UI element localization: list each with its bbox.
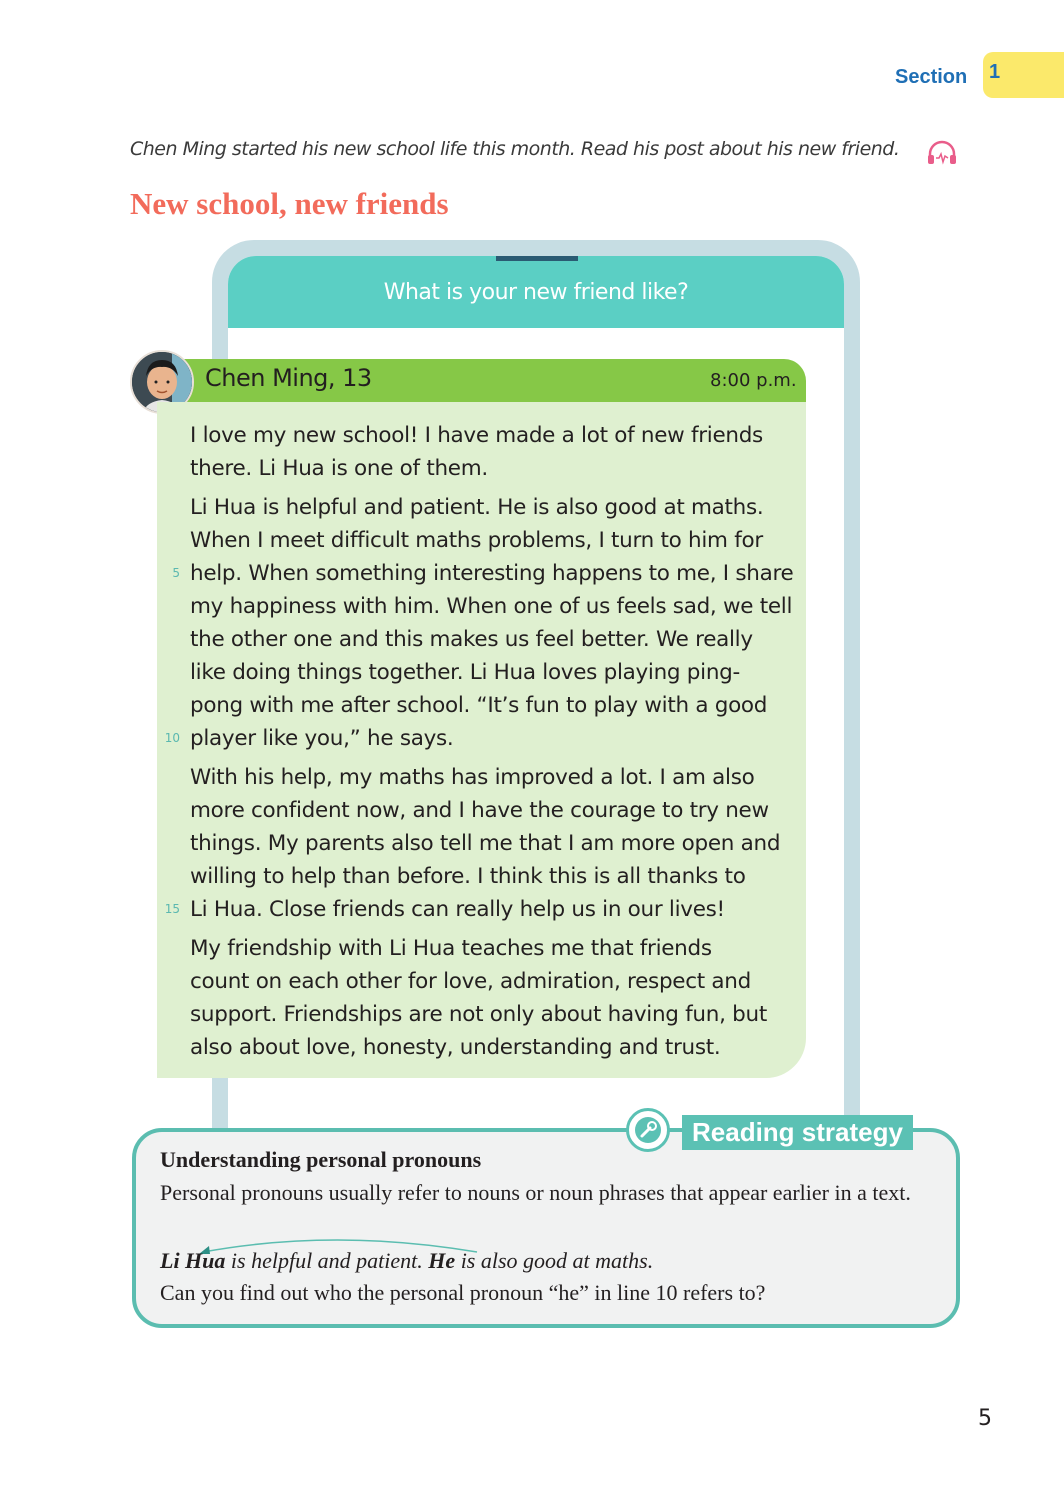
example-end: is also good at maths. bbox=[455, 1248, 654, 1273]
phone-header bbox=[228, 256, 844, 328]
post-line-16: My friendship with Li Hua teaches me that friends bbox=[190, 936, 712, 961]
line-number-5: 5 bbox=[172, 566, 180, 580]
post-line-17: count on each other for love, admiration, respect and bbox=[190, 969, 751, 994]
strategy-question: Can you find out who the personal pronoun “he” in line 10 refers to? bbox=[160, 1280, 766, 1305]
post-line-19: also about love, honesty, understanding and trust. bbox=[190, 1035, 721, 1060]
strategy-icon bbox=[626, 1108, 670, 1152]
post-line-12: more confident now, and I have the courage to try new bbox=[190, 798, 769, 823]
page-number: 5 bbox=[978, 1406, 992, 1431]
example-mid: is helpful and patient. bbox=[225, 1248, 429, 1273]
post-line-11: With his help, my maths has improved a lot. I am also bbox=[190, 765, 755, 790]
post-line-1: I love my new school! I have made a lot of new friends bbox=[190, 423, 763, 448]
post-line-18: support. Friendships are not only about having fun, but bbox=[190, 1002, 767, 1027]
post-line-13: things. My parents also tell me that I am more open and bbox=[190, 831, 781, 856]
post-line-10: player like you,” he says. bbox=[190, 726, 454, 751]
strategy-example bbox=[160, 1248, 653, 1274]
post-line-5: help. When something interesting happens to me, I share bbox=[190, 561, 794, 586]
post-line-9: pong with me after school. “It’s fun to play with a good bbox=[190, 693, 768, 718]
section-label: Section bbox=[895, 65, 968, 88]
strategy-text: Personal pronouns usually refer to nouns or noun phrases that appear earlier in a text. bbox=[160, 1180, 911, 1205]
headphones-icon[interactable] bbox=[926, 140, 958, 166]
reading-strategy-badge bbox=[682, 1115, 913, 1150]
line-number-15: 15 bbox=[164, 902, 180, 916]
example-pronoun: He bbox=[428, 1248, 456, 1273]
section-number: 1 bbox=[989, 61, 1001, 83]
post-line-14: willing to help than before. I think this is all thanks to bbox=[190, 864, 746, 889]
post-line-15: Li Hua. Close friends can really help us in our lives! bbox=[190, 897, 725, 922]
post-line-3: Li Hua is helpful and patient. He is also good at maths. bbox=[190, 495, 764, 520]
post-line-8: like doing things together. Li Hua loves playing ping- bbox=[190, 660, 740, 685]
post-time: 8:00 p.m. bbox=[710, 370, 797, 391]
phone-speaker bbox=[496, 256, 578, 261]
wrench-icon bbox=[637, 1119, 659, 1141]
post-line-6: my happiness with him. When one of us feels sad, we tell bbox=[190, 594, 793, 619]
post-line-4: When I meet difficult maths problems, I turn to him for bbox=[190, 528, 763, 553]
section-number-tab bbox=[983, 52, 1064, 98]
intro-text: Chen Ming started his new school life this month. Read his post about his new friend. bbox=[130, 138, 900, 160]
example-noun: Li Hua bbox=[160, 1248, 226, 1273]
section-tab bbox=[895, 58, 1001, 96]
post-author: Chen Ming, 13 bbox=[205, 364, 372, 392]
post-line-2: there. Li Hua is one of them. bbox=[190, 456, 488, 481]
strategy-heading: Understanding personal pronouns bbox=[160, 1147, 482, 1172]
reading-strategy-label: Reading strategy bbox=[692, 1117, 903, 1147]
line-number-10: 10 bbox=[164, 731, 180, 745]
phone-header-title: What is your new friend like? bbox=[383, 279, 689, 305]
page-title: New school, new friends bbox=[130, 186, 449, 221]
post-line-7: the other one and this makes us feel better. We really bbox=[190, 627, 753, 652]
